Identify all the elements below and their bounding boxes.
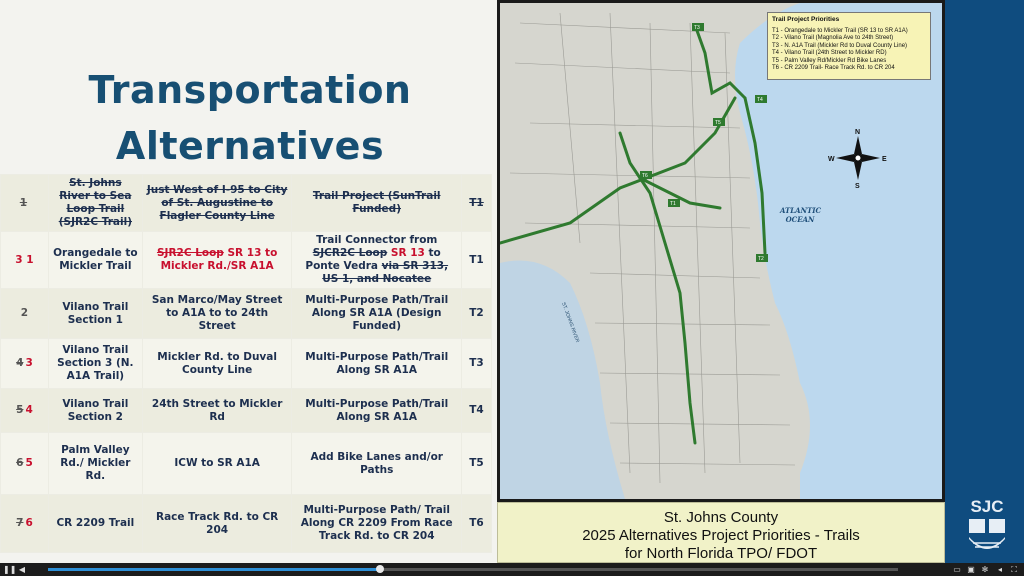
project-name-cell: Vilano Trail Section 3 (N. A1A Trail) <box>48 339 142 389</box>
desc-struck: SJCR2C Loop <box>312 247 388 259</box>
desc-part: Trail Connector from <box>316 234 438 246</box>
project-name-cell: Vilano Trail Section 2 <box>48 389 142 433</box>
table-row <box>1 495 492 553</box>
trail-code-cell: T4 <box>462 389 492 433</box>
table-row <box>1 175 492 232</box>
pip-icon[interactable]: ▣ <box>967 565 975 574</box>
fullscreen-icon[interactable]: ⛶ <box>1011 565 1017 574</box>
sjc-logo <box>962 497 1012 558</box>
old-rank: 5 <box>16 404 24 416</box>
volume-icon[interactable]: ◀ <box>18 565 26 574</box>
old-rank: 1 <box>19 196 28 209</box>
legend-item: T1 - Orangedale to Mickler Trail (SR 13 to SR A1A) <box>772 27 908 34</box>
rank-cell <box>1 232 49 289</box>
old-rank: 3 <box>15 253 23 266</box>
legend-title: Trail Project Priorities <box>772 16 840 23</box>
compass-center <box>855 155 861 161</box>
new-rank: 1 <box>26 253 34 266</box>
trail-code-cell: T1 <box>462 232 492 289</box>
map-caption <box>497 502 945 563</box>
rank-cell <box>1 175 49 232</box>
rank-cell <box>1 389 49 433</box>
logo-text: SJC <box>970 497 1004 516</box>
project-name-cell: Vilano Trail Section 1 <box>48 289 142 339</box>
desc-struck: via SR 313, US 1, and Nocatee <box>322 260 449 285</box>
county-seal-icon <box>967 517 1007 553</box>
limits-cell: Just West of I-95 to City of St. Augustine to Flagler County Line <box>142 175 292 232</box>
limits-cell: ICW to SR A1A <box>142 433 292 495</box>
seal-quadrant <box>969 519 985 533</box>
rank-cell <box>1 433 49 495</box>
new-rank: 3 <box>25 357 33 369</box>
description-cell: Multi-Purpose Path/ Trail Along CR 2209 From Race Track Rd. to CR 204 <box>292 495 462 553</box>
slide-title <box>30 62 470 174</box>
caption-line-2: 2025 Alternatives Project Priorities - Trails <box>582 527 860 544</box>
seek-handle[interactable] <box>376 565 384 573</box>
project-name-cell: Palm Valley Rd./ Mickler Rd. <box>48 433 142 495</box>
project-name-cell: St. Johns River to Sea Loop Trail (SJR2C Trail) <box>48 175 142 232</box>
rank-cell: 2 <box>1 289 49 339</box>
table-row <box>1 433 492 495</box>
rank-cell <box>1 339 49 389</box>
table-row <box>1 389 492 433</box>
project-name-cell: Orangedale to Mickler Trail <box>48 232 142 289</box>
desc-part: to Ponte Vedra <box>305 247 441 272</box>
caption-line-1: St. Johns County <box>663 509 779 526</box>
map-legend <box>767 12 931 80</box>
trail-code-cell: T3 <box>462 339 492 389</box>
trail-code-cell: T5 <box>462 433 492 495</box>
table-row <box>1 232 492 289</box>
compass-w: W <box>828 156 835 163</box>
description-cell <box>292 232 462 289</box>
desc-new: SR 13 <box>390 247 425 259</box>
limits-cell <box>142 232 292 289</box>
limits-struck: SJR2C Loop <box>156 247 224 259</box>
settings-icon[interactable]: ✻ <box>981 565 989 574</box>
limits-new: SR 13 to Mickler Rd./SR A1A <box>160 247 278 272</box>
trail-marker-label: T5 <box>715 120 721 126</box>
limits-cell: Mickler Rd. to Duval County Line <box>142 339 292 389</box>
compass-rose-icon <box>828 128 888 188</box>
trail-marker-label: T3 <box>694 25 700 31</box>
legend-item: T2 - Vilano Trail (Magnolia Ave to 24th Street) <box>772 35 894 41</box>
description-cell: Multi-Purpose Path/Trail Along SR A1A <box>292 389 462 433</box>
captions-icon[interactable]: ▭ <box>953 565 961 574</box>
legend-item: T6 - CR 2209 Trail- Race Track Rd. to CR 204 <box>772 65 895 71</box>
limits-cell: 24th Street to Mickler Rd <box>142 389 292 433</box>
trail-marker-label: T6 <box>642 173 648 179</box>
title-line-1: Transportation <box>88 68 412 112</box>
seek-progress <box>48 568 380 571</box>
trail-code-cell: T1 <box>462 175 492 232</box>
caption-line-3: for North Florida TPO/ FDOT <box>624 545 818 562</box>
priorities-table <box>0 174 492 553</box>
legend-item: T4 - Vilano Trail (24th Street to Mickler RD) <box>772 50 887 56</box>
limits-cell: San Marco/May Street to A1A to to 24th Street <box>142 289 292 339</box>
old-rank: 7 <box>16 517 24 529</box>
compass-graphic <box>828 128 888 188</box>
title-line-2: Alternatives <box>115 124 385 168</box>
river-label: ST. JOHNS RIVER <box>560 301 581 344</box>
pause-icon[interactable]: ❚❚ <box>3 565 17 574</box>
brand-sidebar <box>945 0 1024 563</box>
new-rank: 6 <box>25 517 33 529</box>
description-cell: Add Bike Lanes and/or Paths <box>292 433 462 495</box>
table-row <box>1 289 492 339</box>
description-cell: Trail Project (SunTrail Funded) <box>292 175 462 232</box>
table-row <box>1 339 492 389</box>
old-rank: 6 <box>16 457 24 469</box>
trail-marker-label: T4 <box>757 97 763 103</box>
trail-marker-label: T2 <box>758 256 764 262</box>
project-name-cell: CR 2209 Trail <box>48 495 142 553</box>
rank-cell <box>1 495 49 553</box>
trail-marker-label: T1 <box>670 201 676 207</box>
compass-e: E <box>882 156 887 163</box>
seal-quadrant <box>989 519 1005 533</box>
description-cell: Multi-Purpose Path/Trail Along SR A1A <box>292 339 462 389</box>
new-rank: 5 <box>25 457 33 469</box>
description-cell: Multi-Purpose Path/Trail Along SR A1A (Design Funded) <box>292 289 462 339</box>
speaker-icon[interactable]: ◂ <box>997 565 1002 574</box>
limits-cell: Race Track Rd. to CR 204 <box>142 495 292 553</box>
legend-item: T5 - Palm Valley Rd/Mickler Rd Bike Lanes <box>772 57 887 64</box>
old-rank: 4 <box>16 357 24 369</box>
trail-code-cell: T2 <box>462 289 492 339</box>
compass-s: S <box>855 183 860 188</box>
trail-code-cell: T6 <box>462 495 492 553</box>
legend-item: T3 - N. A1A Trail (Mickler Rd to Duval County Line) <box>772 42 908 49</box>
ocean-label: ATLANTIC OCEAN <box>780 206 822 224</box>
compass-n: N <box>855 129 861 136</box>
slide-left-panel <box>0 0 497 563</box>
new-rank: 4 <box>25 404 33 416</box>
